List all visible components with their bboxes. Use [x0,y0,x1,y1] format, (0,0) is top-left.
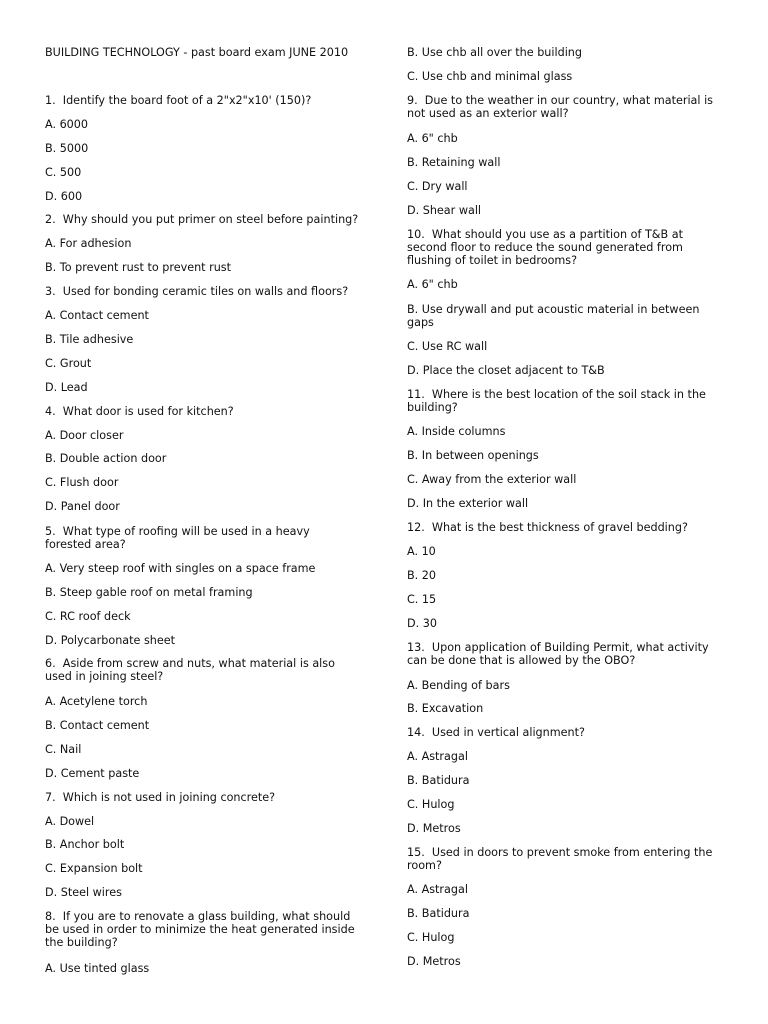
answer-option: C. Away from the exterior wall [407,473,577,486]
answer-option: B. Use drywall and put acoustic material in between gaps [407,303,700,329]
answer-option: D. Polycarbonate sheet [45,634,176,647]
answer-option: A. 6000 [45,118,89,131]
question-14: 14. Used in vertical alignment? [407,726,585,739]
question-15: 15. Used in doors to prevent smoke from entering the room? [407,846,713,872]
answer-option: C. Hulog [407,798,455,811]
answer-option: B. Retaining wall [407,156,501,169]
answer-option: D. 600 [45,190,83,203]
answer-option: D. 30 [407,617,437,630]
answer-option: B. To prevent rust to prevent rust [45,261,232,274]
answer-option: A. Dowel [45,815,95,828]
answer-option: C. 15 [407,593,437,606]
answer-option: D. Steel wires [45,886,122,899]
answer-option: C. Nail [45,743,82,756]
answer-option: C. Grout [45,357,92,370]
answer-option: B. Steep gable roof on metal framing [45,586,253,599]
answer-option: D. Lead [45,381,88,394]
answer-option: C. Use RC wall [407,340,488,353]
answer-option: B. In between openings [407,449,539,462]
answer-option: C. 500 [45,166,82,179]
answer-option: D. Cement paste [45,767,140,780]
answer-option: A. For adhesion [45,237,132,250]
question-6: 6. Aside from screw and nuts, what material is also used in joining steel? [45,657,335,683]
question-10: 10. What should you use as a partition of T&B at second floor to reduce the sound generated from flushing of toilet in bedrooms? [407,228,684,267]
answer-option: D. Shear wall [407,204,482,217]
question-1: 1. Identify the board foot of a 2"x2"x10' (150)? [45,94,312,107]
question-8: 8. If you are to renovate a glass building, what should be used in order to minimize the heat generated inside the building? [45,910,355,949]
answer-option: A. Inside columns [407,425,506,438]
answer-option: A. 6" chb [407,132,458,145]
answer-option: D. Metros [407,822,461,835]
answer-option: D. Place the closet adjacent to T&B [407,364,605,377]
answer-option: C. Dry wall [407,180,468,193]
answer-option: C. Expansion bolt [45,862,143,875]
answer-option: B. Anchor bolt [45,838,125,851]
answer-option: D. Metros [407,955,461,968]
question-13: 13. Upon application of Building Permit, what activity can be done that is allowed by the OBO? [407,641,709,667]
answer-option: C. Hulog [407,931,455,944]
answer-option: B. Double action door [45,452,167,465]
question-7: 7. Which is not used in joining concrete? [45,791,276,804]
answer-option: D. Panel door [45,500,120,513]
answer-option: B. Batidura [407,907,470,920]
answer-option: A. Door closer [45,429,124,442]
question-12: 12. What is the best thickness of gravel bedding? [407,521,688,534]
answer-option: B. Batidura [407,774,470,787]
answer-option: B. 5000 [45,142,89,155]
document-title: BUILDING TECHNOLOGY - past board exam JUNE 2010 [45,46,349,59]
answer-option: A. Astragal [407,883,468,896]
answer-option: A. Astragal [407,750,468,763]
answer-option: B. 20 [407,569,437,582]
answer-option: D. In the exterior wall [407,497,529,510]
answer-option: A. Contact cement [45,309,149,322]
question-5: 5. What type of roofing will be used in a heavy forested area? [45,525,310,551]
answer-option: B. Excavation [407,702,484,715]
answer-option: C. Flush door [45,476,119,489]
answer-option: B. Tile adhesive [45,333,134,346]
answer-option: A. 6" chb [407,278,458,291]
answer-option: B. Use chb all over the building [407,46,583,59]
question-11: 11. Where is the best location of the soil stack in the building? [407,388,706,414]
answer-option: A. Acetylene torch [45,695,148,708]
answer-option: A. Use tinted glass [45,962,150,975]
answer-option: A. 10 [407,545,436,558]
answer-option: B. Contact cement [45,719,150,732]
question-9: 9. Due to the weather in our country, what material is not used as an exterior wall? [407,94,714,120]
question-4: 4. What door is used for kitchen? [45,405,234,418]
answer-option: C. Use chb and minimal glass [407,70,573,83]
answer-option: A. Very steep roof with singles on a space frame [45,562,316,575]
answer-option: C. RC roof deck [45,610,131,623]
question-2: 2. Why should you put primer on steel before painting? [45,213,359,226]
question-3: 3. Used for bonding ceramic tiles on walls and floors? [45,285,349,298]
answer-option: A. Bending of bars [407,679,510,692]
